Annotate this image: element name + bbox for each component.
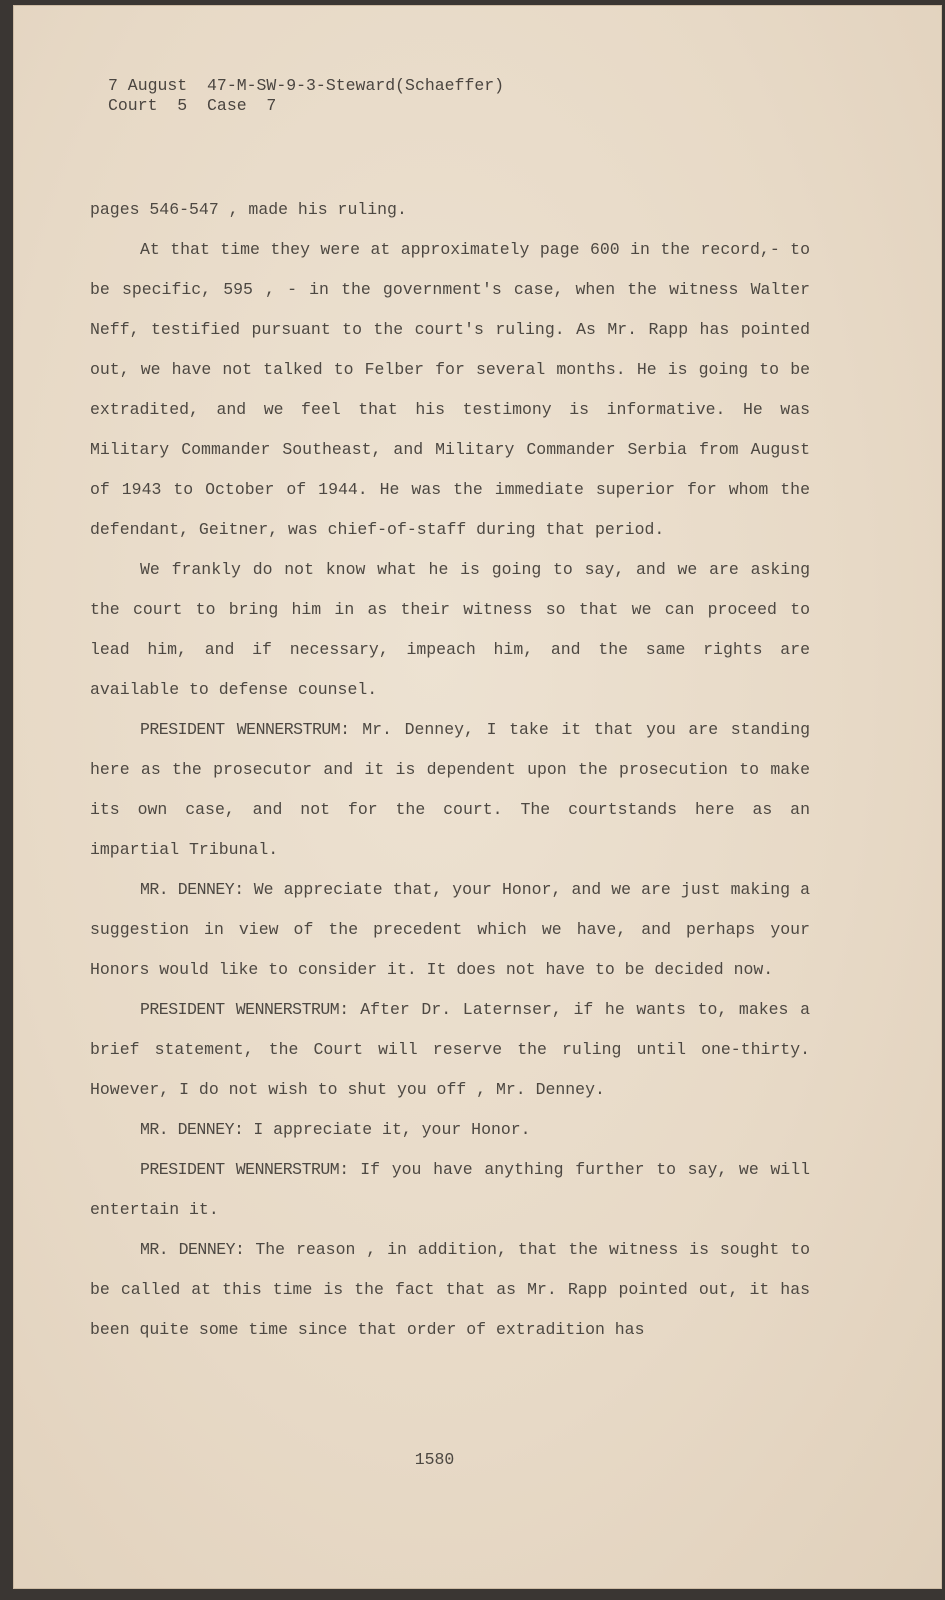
document-page [14,6,941,1588]
speaker-label: MR. DENNEY: [140,1240,245,1259]
speaker-label: PRESIDENT WENNERSTRUM: [140,1160,349,1179]
header-line-date-reference: 7 August 47-M-SW-9-3-Steward(Schaeffer) [108,76,505,95]
paragraph [90,1150,810,1230]
speaker-label: PRESIDENT WENNERSTRUM: [140,720,350,739]
paragraph [90,190,810,230]
paragraph [90,550,810,710]
page-number: 1580 [414,1450,455,1469]
paragraph-text: If you have anything further to say, we will entertain it. [90,1160,810,1219]
header-line-court-case: Court 5 Case 7 [108,96,277,115]
paragraph [90,230,810,550]
paragraph [90,990,810,1110]
speaker-label: MR. DENNEY: [140,1120,244,1139]
paragraph-text: The reason , in addition, that the witness is sought to be called at this time is the fact that as Mr. Rapp pointed out, it has been quite some time since that order of extradition has [90,1240,811,1339]
paragraph [90,710,810,870]
paragraph-text: Mr. Denney, I take it that you are standing here as the prosecutor and it is dependent upon the prosecution to make its own case, and not for the court. The courtstands here as an impartial Tribunal. [90,720,810,859]
paragraph [90,1110,810,1150]
paragraph-text: At that time they were at approximately page 600 in the record,- to be specific, 595 , - in the government's case, when the witness Walter Neff, testified pursuant to the court's ruling. As Mr. Rapp has pointed out, we have not talked to Felber for several months. He is going to be extradited, and we feel that his testimony is informative. He was Military Commander Southeast, and Military Commander Serbia from August of 1943 to October of 1944. He was the immediate superior for whom the defendant, Geitner, was chief-of-staff during that period. [90,240,810,539]
paragraph [90,1230,810,1350]
transcript-body [90,190,810,1350]
paragraph-text: After Dr. Laternser, if he wants to, makes a brief statement, the Court will reserve the ruling until one-thirty. However, I do not wish to shut you off , Mr. Denney. [90,1000,810,1099]
speaker-label: PRESIDENT WENNERSTRUM: [140,1000,349,1019]
paragraph-text: I appreciate it, your Honor. [253,1120,531,1139]
paragraph-text: pages 546-547 , made his ruling. [90,200,407,219]
paragraph-text: We frankly do not know what he is going to say, and we are asking the court to bring him in as their witness so that we can proceed to lead him, and if necessary, impeach him, and the same rights are available to defense counsel. [90,560,810,699]
paragraph-text: We appreciate that, your Honor, and we are just making a suggestion in view of the precedent which we have, and perhaps your Honors would like to consider it. It does not have to be decided now. [90,880,811,979]
paragraph [90,870,810,990]
document-header [108,76,504,116]
speaker-label: MR. DENNEY: [140,880,244,899]
